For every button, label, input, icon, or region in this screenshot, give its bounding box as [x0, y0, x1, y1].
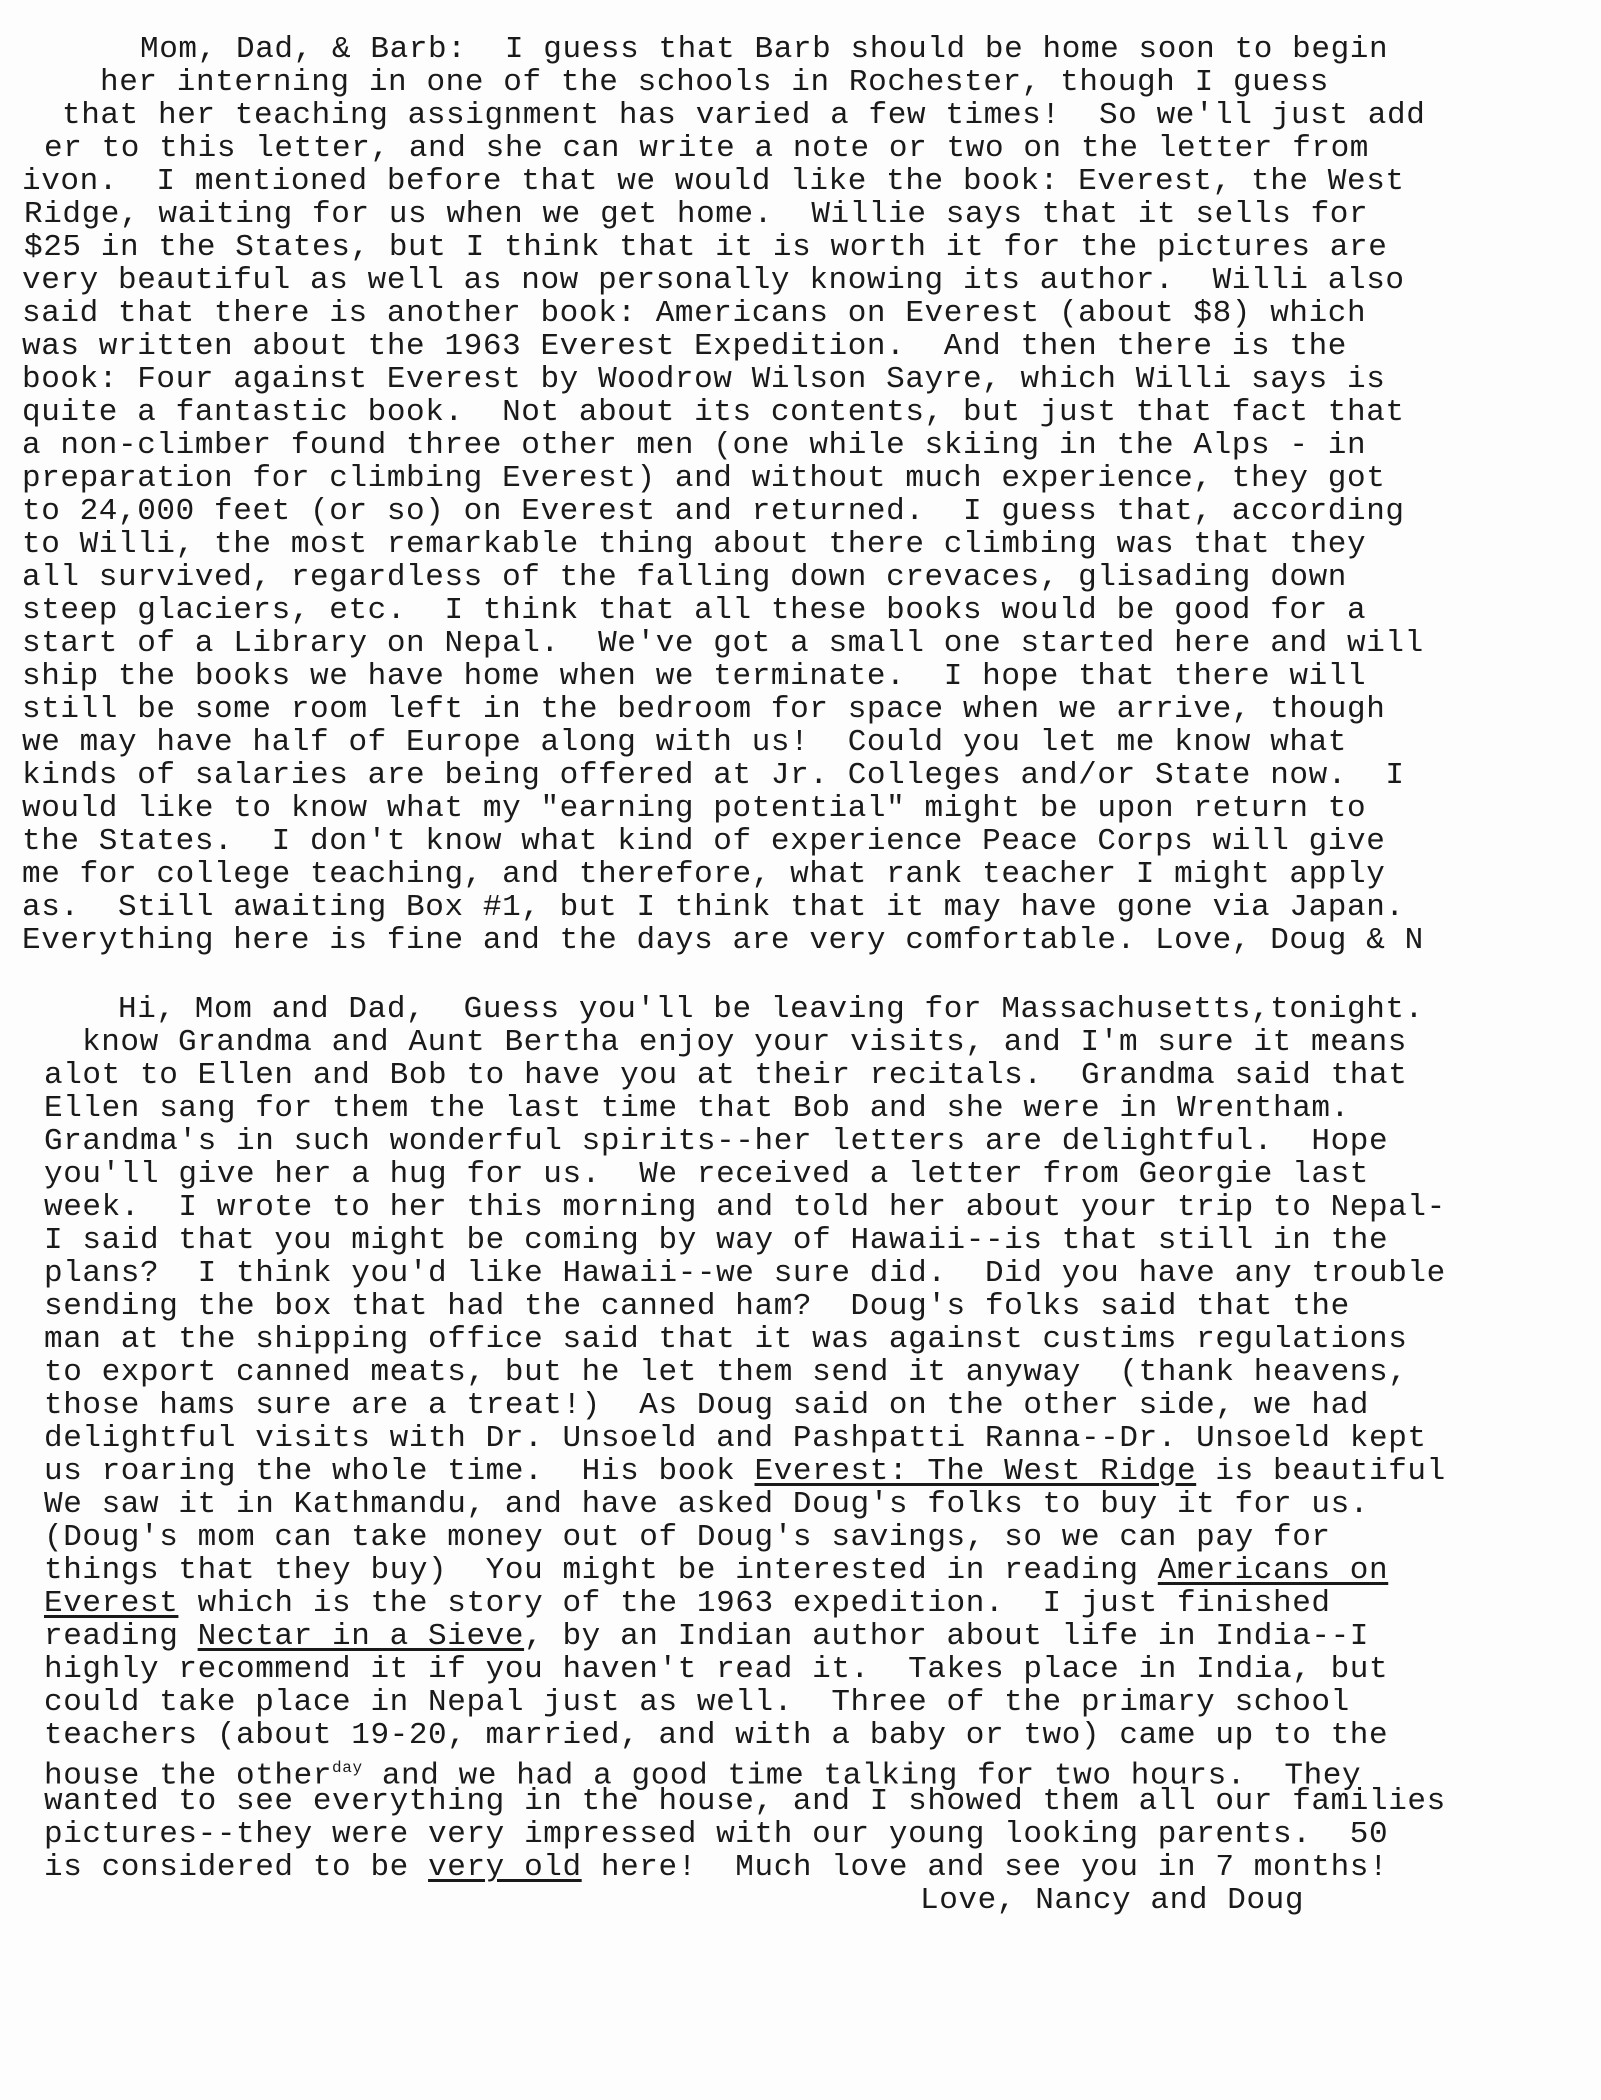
text-line: said that there is another book: Americans on Everest (about $8) which	[22, 296, 1367, 331]
text-line: as. Still awaiting Box #1, but I think that it may have gone via Japan.	[22, 890, 1405, 925]
text-line: quite a fantastic book. Not about its contents, but just that fact that	[22, 395, 1405, 430]
text-segment: here! Much love and see you in 7 months!	[581, 1850, 1389, 1885]
text-line: the States. I don't know what kind of experience Peace Corps will give	[22, 824, 1386, 859]
text-line: still be some room left in the bedroom for space when we arrive, though	[22, 692, 1386, 727]
superscript-insert: day	[332, 1759, 363, 1777]
text-line: was written about the 1963 Everest Expedition. And then there is the	[22, 329, 1348, 364]
book-title: Everest	[44, 1586, 179, 1621]
text-line: book: Four against Everest by Woodrow Wilson Sayre, which Willi says is	[22, 362, 1386, 397]
text-line: that her teaching assignment has varied a few times! So we'll just add	[62, 98, 1426, 133]
text-line	[44, 1620, 1369, 1653]
text-segment: us roaring the whole time. His book	[44, 1454, 755, 1489]
book-title: Everest: The West Ridge	[754, 1454, 1197, 1489]
text-line: a non-climber found three other men (one while skiing in the Alps - in	[22, 428, 1367, 463]
text-line	[44, 1851, 1388, 1884]
text-line: plans? I think you'd like Hawaii--we sure did. Did you have any trouble	[44, 1256, 1446, 1291]
text-segment: house the other	[44, 1758, 333, 1794]
text-segment: is considered to be	[44, 1850, 429, 1885]
text-line: to Willi, the most remarkable thing about there climbing was that they	[22, 527, 1367, 562]
text-line: (Doug's mom can take money out of Doug's savings, so we can pay for	[44, 1520, 1331, 1555]
text-segment: and we had a good time talking for two hours. They	[362, 1758, 1362, 1794]
text-line: We saw it in Kathmandu, and have asked Doug's folks to buy it for us.	[44, 1487, 1370, 1522]
text-line: her interning in one of the schools in Rochester, though I guess	[100, 65, 1329, 100]
text-line	[44, 1554, 1388, 1587]
text-line: teachers (about 19-20, married, and with a baby or two) came up to the	[44, 1718, 1389, 1753]
book-title: Nectar in a Sieve	[197, 1619, 525, 1654]
text-line: know Grandma and Aunt Bertha enjoy your visits, and I'm sure it means	[82, 1025, 1408, 1060]
text-line: me for college teaching, and therefore, what rank teacher I might apply	[22, 857, 1386, 892]
text-line: very beautiful as well as now personally knowing its author. Willi also	[22, 263, 1405, 298]
text-line: alot to Ellen and Bob to have you at their recitals. Grandma said that	[44, 1058, 1408, 1093]
text-line: $25 in the States, but I think that it is worth it for the pictures are	[24, 230, 1388, 265]
text-line: sending the box that had the canned ham? Doug's folks said that the	[44, 1289, 1350, 1324]
text-line: man at the shipping office said that it was against custims regulations	[44, 1322, 1408, 1357]
text-line: would like to know what my "earning potential" might be upon return to	[22, 791, 1367, 826]
text-line: those hams sure are a treat!) As Doug said on the other side, we had	[44, 1388, 1370, 1423]
text-line: to 24,000 feet (or so) on Everest and returned. I guess that, according	[22, 494, 1405, 529]
text-line: Mom, Dad, & Barb: I guess that Barb should be home soon to begin	[140, 32, 1389, 67]
text-segment: which is the story of the 1963 expedition. I just finished	[178, 1586, 1331, 1621]
text-line	[44, 1587, 1331, 1620]
text-line: week. I wrote to her this morning and told her about your trip to Nepal-	[44, 1190, 1446, 1225]
text-line: could take place in Nepal just as well. Three of the primary school	[44, 1685, 1350, 1720]
book-title: Americans on	[1157, 1553, 1389, 1588]
text-line: you'll give her a hug for us. We received a letter from Georgie last	[44, 1157, 1370, 1192]
text-line: pictures--they were very impressed with our young looking parents. 50	[44, 1817, 1389, 1852]
text-line: ivon. I mentioned before that we would like the book: Everest, the West	[22, 164, 1405, 199]
text-line: kinds of salaries are being offered at Jr. Colleges and/or State now. I	[22, 758, 1405, 793]
text-line: preparation for climbing Everest) and without much experience, they got	[22, 461, 1386, 496]
text-line: ship the books we have home when we terminate. I hope that there will	[22, 659, 1367, 694]
text-segment: things that they buy) You might be interested in reading	[44, 1553, 1158, 1588]
text-line: we may have half of Europe along with us! Could you let me know what	[22, 725, 1348, 760]
text-line: Ridge, waiting for us when we get home. Willie says that it sells for	[24, 197, 1369, 232]
text-segment: reading	[44, 1619, 198, 1654]
text-line: er to this letter, and she can write a note or two on the letter from	[44, 131, 1370, 166]
text-line: steep glaciers, etc. I think that all these books would be good for a	[22, 593, 1367, 628]
emphasis-underline: very old	[428, 1850, 582, 1885]
text-line: Ellen sang for them the last time that Bob and she were in Wrentham.	[44, 1091, 1350, 1126]
text-line: start of a Library on Nepal. We've got a small one started here and will	[22, 626, 1424, 661]
text-segment: is beautiful	[1196, 1454, 1446, 1489]
text-segment: , by an Indian author about life in India--I	[524, 1619, 1370, 1654]
text-line: all survived, regardless of the falling down crevaces, glisading down	[22, 560, 1348, 595]
text-line: wanted to see everything in the house, and I showed them all our families	[44, 1784, 1446, 1819]
text-line: Grandma's in such wonderful spirits--her letters are delightful. Hope	[44, 1124, 1389, 1159]
text-line	[44, 1455, 1446, 1488]
text-line: highly recommend it if you haven't read it. Takes place in India, but	[44, 1652, 1389, 1687]
signature: Love, Nancy and Doug	[920, 1883, 1305, 1918]
text-line: delightful visits with Dr. Unsoeld and Pashpatti Ranna--Dr. Unsoeld kept	[44, 1421, 1427, 1456]
text-line: I said that you might be coming by way of Hawaii--is that still in the	[44, 1223, 1389, 1258]
text-line: Hi, Mom and Dad, Guess you'll be leaving for Massachusetts,tonight.	[118, 992, 1424, 1027]
text-line: Everything here is fine and the days are very comfortable. Love, Doug & N	[22, 923, 1424, 958]
text-line: to export canned meats, but he let them send it anyway (thank heavens,	[44, 1355, 1408, 1390]
